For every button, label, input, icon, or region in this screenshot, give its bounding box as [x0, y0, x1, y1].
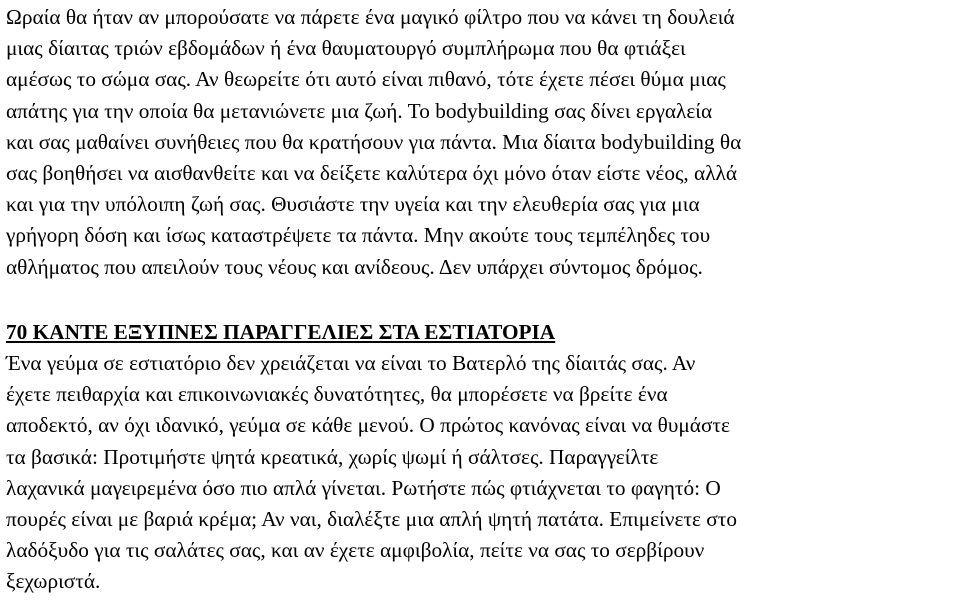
- paragraph-line: ξεχωριστά.: [6, 569, 101, 594]
- restaurant-paragraph: [6, 348, 956, 598]
- paragraph-line: απάτης για την οποία θα μετανιώνετε μια ζωή. Το bodybuilding σας δίνει εργαλεία: [6, 98, 713, 123]
- paragraph-line: τα βασικά: Προτιμήστε ψητά κρεατικά, χωρίς ψωμί ή σάλτσες. Παραγγείλτε: [6, 444, 659, 469]
- intro-paragraph: [6, 2, 956, 283]
- paragraph-line: έχετε πειθαρχία και επικοινωνιακές δυνατότητες, θα μπορέσετε να βρείτε ένα: [6, 382, 668, 407]
- paragraph-line: λαδόξυδο για τις σαλάτες σας, και αν έχετε αμφιβολία, πείτε να σας το σερβίρουν: [6, 538, 705, 563]
- paragraph-line: γρήγορη δόση και ίσως καταστρέψετε τα πάντα. Μην ακούτε τους τεμπέληδες του: [6, 223, 711, 248]
- paragraph-line: σας βοηθήσει να αισθανθείτε και να δείξετε καλύτερα όχι μόνο όταν είστε νέος, αλλά: [6, 161, 738, 186]
- paragraph-line: αθλήματος που απειλούν τους νέους και ανίδεους. Δεν υπάρχει σύντομος δρόμος.: [6, 254, 703, 279]
- paragraph-line: Ωραία θα ήταν αν μπορούσατε να πάρετε ένα μαγικό φίλτρο που να κάνει τη δουλειά: [6, 5, 735, 29]
- section-heading: 70 ΚΑΝΤΕ ΕΞΥΠΝΕΣ ΠΑΡΑΓΓΕΛΙΕΣ ΣΤΑ ΕΣΤΙΑΤΟΡΙΑ: [6, 320, 556, 344]
- paragraph-line: πουρές είναι με βαριά κρέμα; Αν ναι, διαλέξτε μια απλή ψητή πατάτα. Επιμείνετε στο: [6, 507, 737, 532]
- paragraph-line: και για την υπόλοιπη ζωή σας. Θυσιάστε την υγεία και την ελευθερία σας για μια: [6, 192, 700, 217]
- paragraph-line: αποδεκτό, αν όχι ιδανικό, γεύμα σε κάθε μενού. Ο πρώτος κανόνας είναι να θυμάστε: [6, 413, 730, 438]
- paragraph-line: Ένα γεύμα σε εστιατόριο δεν χρειάζεται να είναι το Βατερλό της δίαιτάς σας. Αν: [6, 351, 696, 375]
- paragraph-line: και σας μαθαίνει συνήθειες που θα κρατήσουν για πάντα. Μια δίαιτα bodybuilding θα: [6, 129, 742, 154]
- paragraph-line: λαχανικά μαγειρεμένα όσο πιο απλά γίνεται. Ρωτήστε πώς φτιάχνεται το φαγητό: Ο: [6, 475, 721, 500]
- paragraph-line: μιας δίαιτας τριών εβδομάδων ή ένα θαυματουργό συμπλήρωμα που θα φτιάξει: [6, 36, 686, 61]
- paragraph-line: αμέσως το σώμα σας. Αν θεωρείτε ότι αυτό είναι πιθανό, τότε έχετε πέσει θύμα μιας: [6, 67, 726, 92]
